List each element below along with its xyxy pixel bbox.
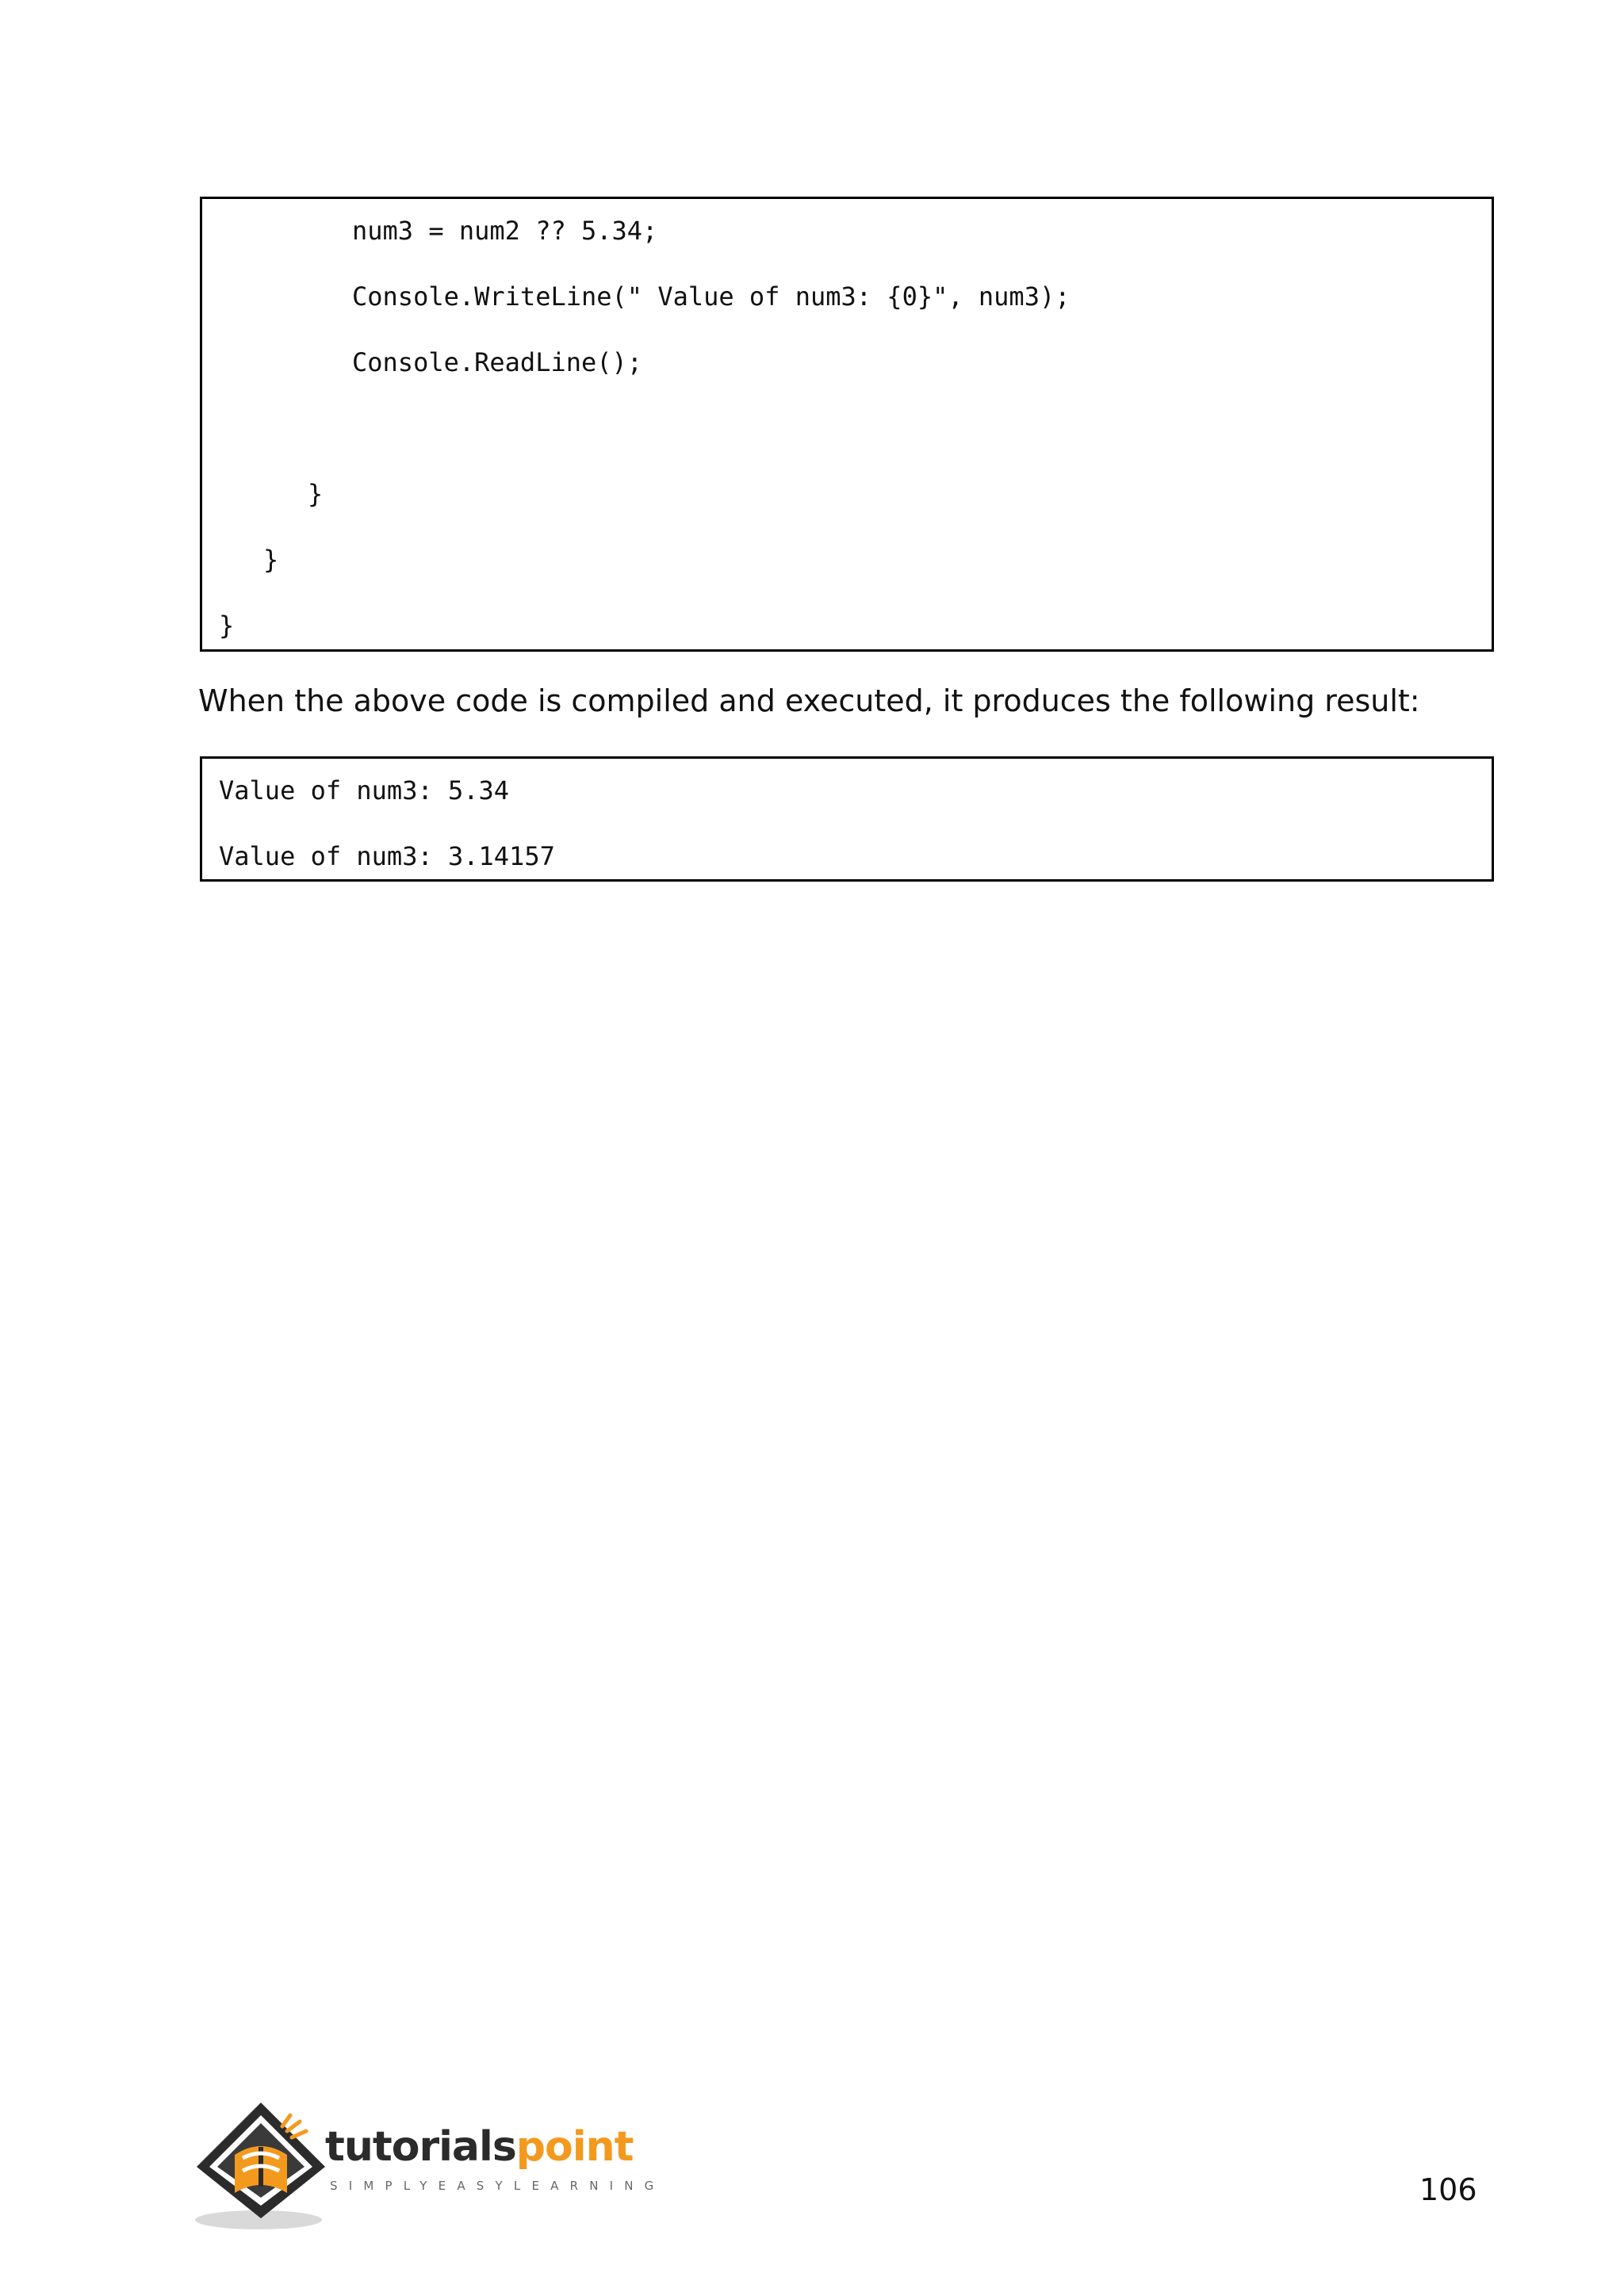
code-line: num3 = num2 ?? 5.34;	[352, 216, 658, 246]
logo-wordmark	[325, 2123, 633, 2171]
tutorialspoint-logo	[193, 2099, 665, 2234]
logo-emblem-icon	[193, 2099, 328, 2234]
logo-word-point: point	[515, 2123, 634, 2171]
code-line: }	[263, 545, 279, 575]
code-line: }	[308, 479, 324, 509]
logo-word-tutorials: tutorials	[325, 2123, 516, 2171]
output-line: Value of num3: 3.14157	[219, 841, 555, 871]
page-number: 106	[1419, 2172, 1477, 2207]
output-line: Value of num3: 5.34	[219, 775, 510, 806]
code-block	[200, 197, 1494, 652]
code-line: Console.WriteLine(" Value of num3: {0}", num3);	[352, 281, 1071, 312]
logo-tagline: SIMPLYEASYLEARNING	[330, 2179, 665, 2193]
code-line: }	[219, 610, 235, 641]
output-block	[200, 756, 1494, 882]
description-paragraph: When the above code is compiled and executed, it produces the following result:	[198, 683, 1420, 718]
code-line: Console.ReadLine();	[352, 347, 643, 377]
